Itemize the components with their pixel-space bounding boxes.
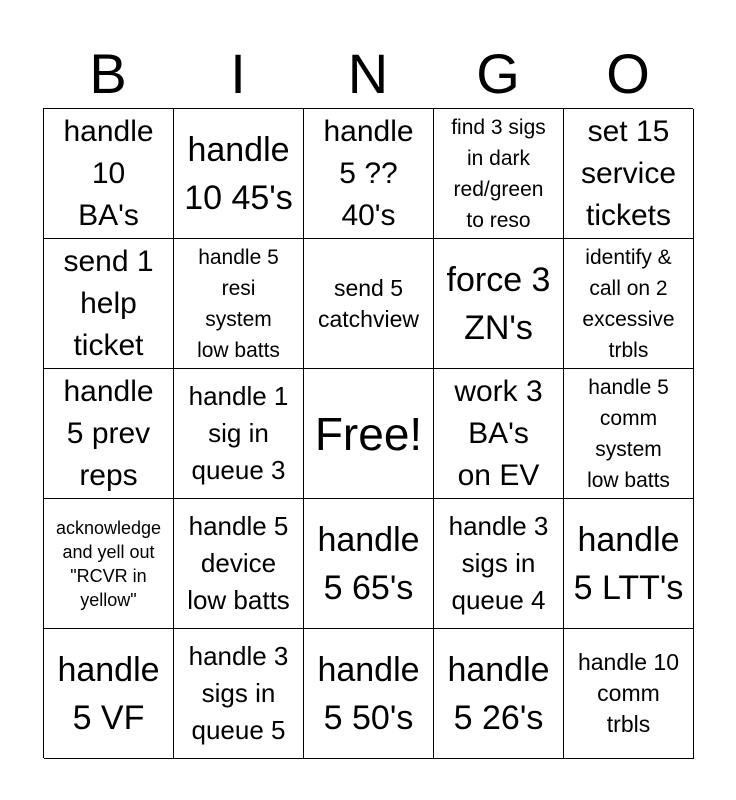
bingo-cell-r1c3[interactable] xyxy=(304,109,434,239)
cell-text: force 3 ZN's xyxy=(446,260,551,347)
header-letter-g: G xyxy=(476,42,520,105)
bingo-grid xyxy=(43,108,693,758)
cell-text: handle 5 comm system low batts xyxy=(587,375,670,492)
bingo-cell-r1c5[interactable] xyxy=(564,109,694,239)
bingo-cell-r3c3-free[interactable] xyxy=(304,369,434,499)
cell-text: acknowledge and yell out "RCVR in yellow" xyxy=(55,517,162,610)
bingo-cell-r2c3[interactable] xyxy=(304,239,434,369)
cell-text: handle 3 sigs in queue 4 xyxy=(448,511,549,615)
cell-text: handle 5 VF xyxy=(57,650,160,737)
bingo-cell-r4c4[interactable] xyxy=(434,499,564,629)
bingo-cell-r2c2[interactable] xyxy=(174,239,304,369)
bingo-cell-r4c2[interactable] xyxy=(174,499,304,629)
cell-text: work 3 BA's on EV xyxy=(454,374,543,492)
bingo-cell-r5c2[interactable] xyxy=(174,629,304,759)
cell-text: set 15 service tickets xyxy=(580,114,677,232)
cell-text: handle 5 resi system low batts xyxy=(197,245,280,362)
bingo-cell-r2c5[interactable] xyxy=(564,239,694,369)
cell-text: handle 5 device low batts xyxy=(187,511,290,615)
bingo-cell-r1c1[interactable] xyxy=(44,109,174,239)
cell-text: handle 5 26's xyxy=(447,650,550,737)
cell-text: handle 5 LTT's xyxy=(573,520,684,607)
header-letter-n: N xyxy=(347,42,389,105)
cell-text: find 3 sigs in dark red/green to reso xyxy=(451,115,546,232)
bingo-cell-r5c4[interactable] xyxy=(434,629,564,759)
bingo-cell-r3c2[interactable] xyxy=(174,369,304,499)
cell-text: handle 5 65's xyxy=(317,520,420,607)
bingo-cell-r4c5[interactable] xyxy=(564,499,694,629)
bingo-cell-r1c2[interactable] xyxy=(174,109,304,239)
cell-text: identify & call on 2 excessive trbls xyxy=(582,245,675,362)
free-space-text: Free! xyxy=(314,407,423,460)
bingo-cell-r2c1[interactable] xyxy=(44,239,174,369)
cell-text: handle 10 BA's xyxy=(63,114,154,232)
bingo-cell-r3c4[interactable] xyxy=(434,369,564,499)
cell-text: handle 10 45's xyxy=(184,130,293,217)
cell-text: send 1 help ticket xyxy=(63,244,154,362)
bingo-cell-r3c1[interactable] xyxy=(44,369,174,499)
header-letter-o: O xyxy=(606,42,650,105)
cell-text: handle 5 50's xyxy=(317,650,420,737)
bingo-cell-r5c3[interactable] xyxy=(304,629,434,759)
cell-text: send 5 catchview xyxy=(318,274,419,332)
bingo-cell-r4c1[interactable] xyxy=(44,499,174,629)
cell-text: handle 5 ?? 40's xyxy=(323,114,414,232)
cell-text: handle 10 comm trbls xyxy=(577,649,680,737)
header-letter-b: B xyxy=(89,42,127,105)
cell-text: handle 1 sig in queue 3 xyxy=(188,381,289,485)
header-letter-i: I xyxy=(230,42,246,105)
bingo-header xyxy=(43,40,693,108)
bingo-cell-r5c5[interactable] xyxy=(564,629,694,759)
cell-text: handle 5 prev reps xyxy=(63,374,154,492)
bingo-cell-r1c4[interactable] xyxy=(434,109,564,239)
bingo-cell-r5c1[interactable] xyxy=(44,629,174,759)
cell-text: handle 3 sigs in queue 5 xyxy=(188,641,289,745)
bingo-cell-r3c5[interactable] xyxy=(564,369,694,499)
bingo-cell-r2c4[interactable] xyxy=(434,239,564,369)
bingo-cell-r4c3[interactable] xyxy=(304,499,434,629)
